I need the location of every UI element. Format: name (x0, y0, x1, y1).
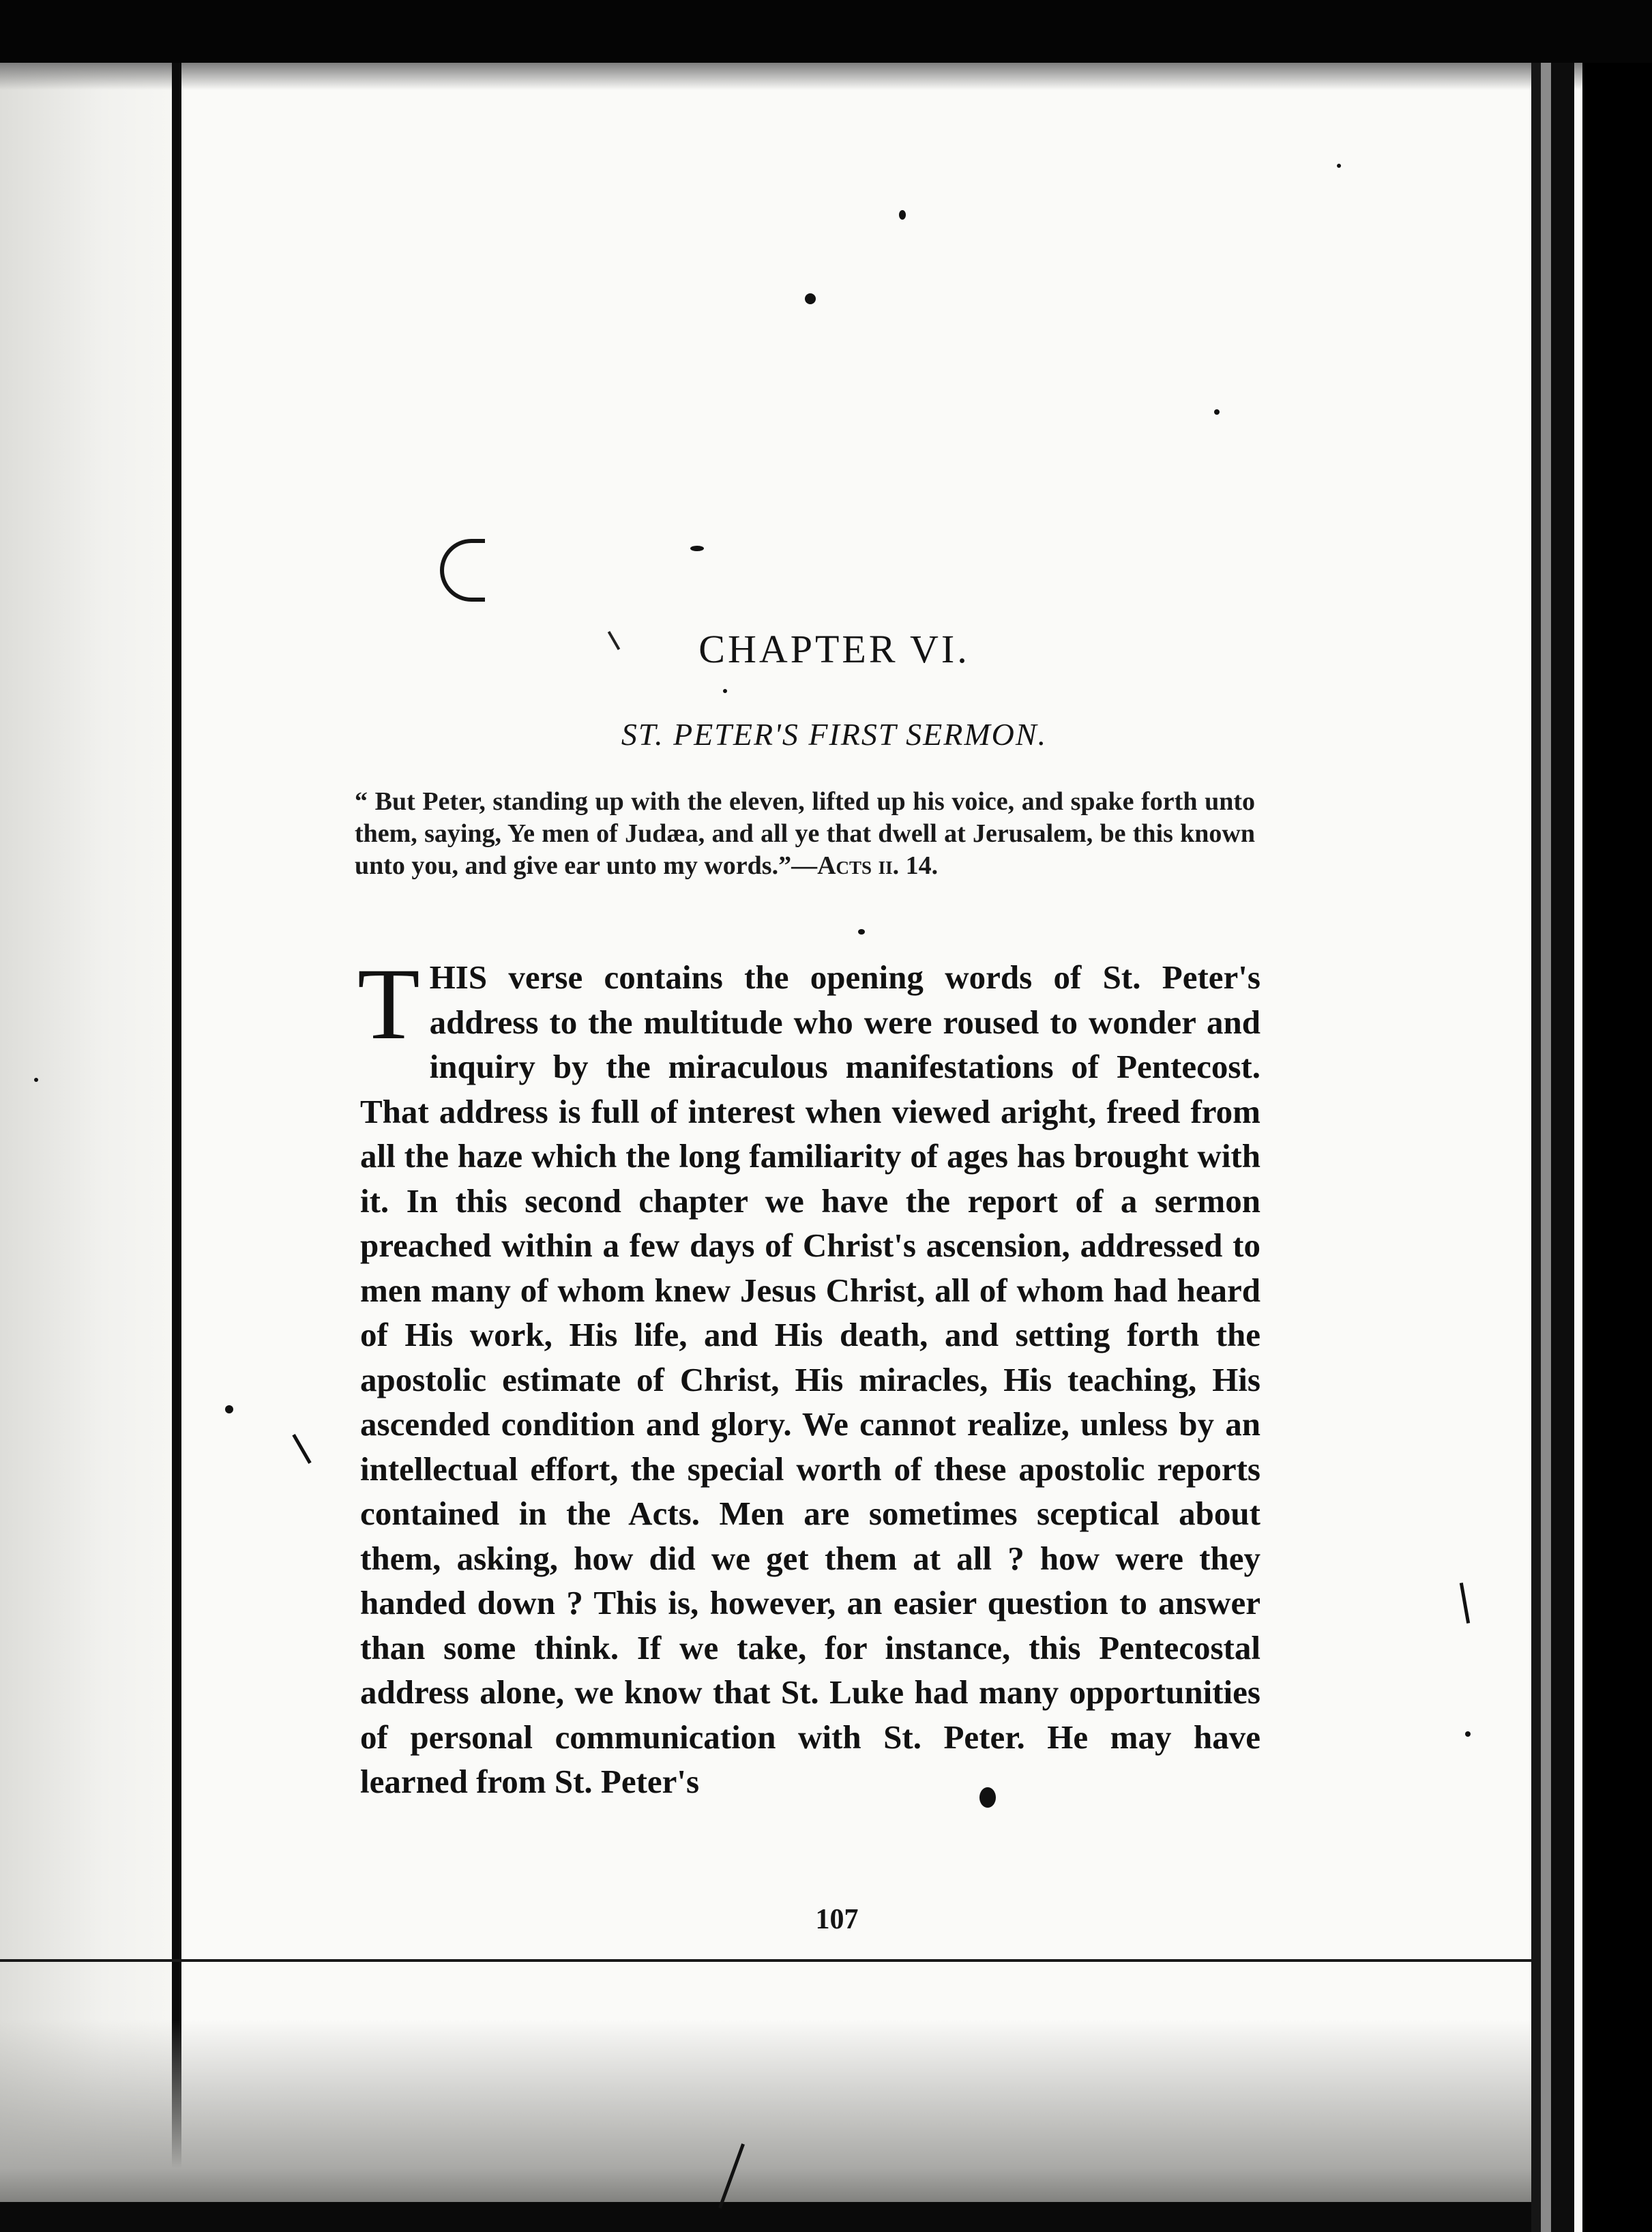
page-number: 107 (815, 1904, 859, 1935)
body-text: verse contains the opening words of St. Peter's address to the multitude who were roused to wonder and inquiry by the miraculous manifestations of Pentecost. That address is full of interest when viewed aright, freed from all the haze which the long familiarity of ages has brought with it. In this second chapter we have the report of a sermon preached within a few days of Christ's ascension, addressed to men many of whom knew Jesus Christ, all of whom had heard of His work, His life, and His death, and setting forth the apostolic estimate of Christ, His miracles, His teaching, His ascended condition and glory. We cannot realize, unless by an intellectual effort, the special worth of these apostolic reports contained in the Acts. Men are sometimes sceptical about them, asking, how did we get them at all ? how were they handed down ? This is, however, an easier question to answer than some think. If we take, for instance, this Pentecostal address alone, we know that St. Luke had many opportunities of personal communication with St. Peter. He may have learned from St. Peter's (360, 958, 1260, 1800)
ink-speck (858, 929, 865, 935)
ink-speck (723, 689, 727, 693)
scan-bottom-rule (0, 1959, 1531, 1962)
ink-speck (34, 1078, 38, 1082)
epigraph-source: Acts ii. 14. (817, 851, 939, 880)
chapter-subtitle: ST. PETER'S FIRST SERMON. (621, 717, 1048, 752)
epigraph-quote: “ But Peter, standing up with the eleven, lifted up his voice, and spake forth unto them, saying, Ye men of Judæa, and all ye that dwell at Jerusalem, be this known unto you, and give ear unto my words.”— (355, 787, 1255, 880)
drop-cap: T (357, 948, 420, 1061)
scan-top-border (0, 0, 1652, 63)
lead-word: HIS (429, 958, 488, 996)
ink-speck (1337, 164, 1341, 168)
ink-speck (805, 293, 816, 304)
ink-tick-mark (608, 631, 620, 650)
scan-bottom-border (0, 2202, 1531, 2232)
ink-speck (1465, 1731, 1471, 1737)
body-paragraph (357, 948, 1260, 1804)
ink-speck (690, 546, 704, 551)
ink-speck (899, 210, 906, 220)
scan-top-shadow (0, 63, 1652, 90)
chapter-heading (0, 626, 1652, 672)
ink-speck (1214, 409, 1220, 415)
ink-stroke (1460, 1583, 1470, 1624)
chapter-heading-text: CHAPTER VI. (698, 627, 970, 671)
ink-stroke (292, 1434, 311, 1464)
ink-speck (225, 1405, 233, 1413)
pencil-mark (440, 539, 485, 602)
scan-bottom-shadow (0, 2019, 1531, 2232)
epigraph (355, 786, 1255, 882)
